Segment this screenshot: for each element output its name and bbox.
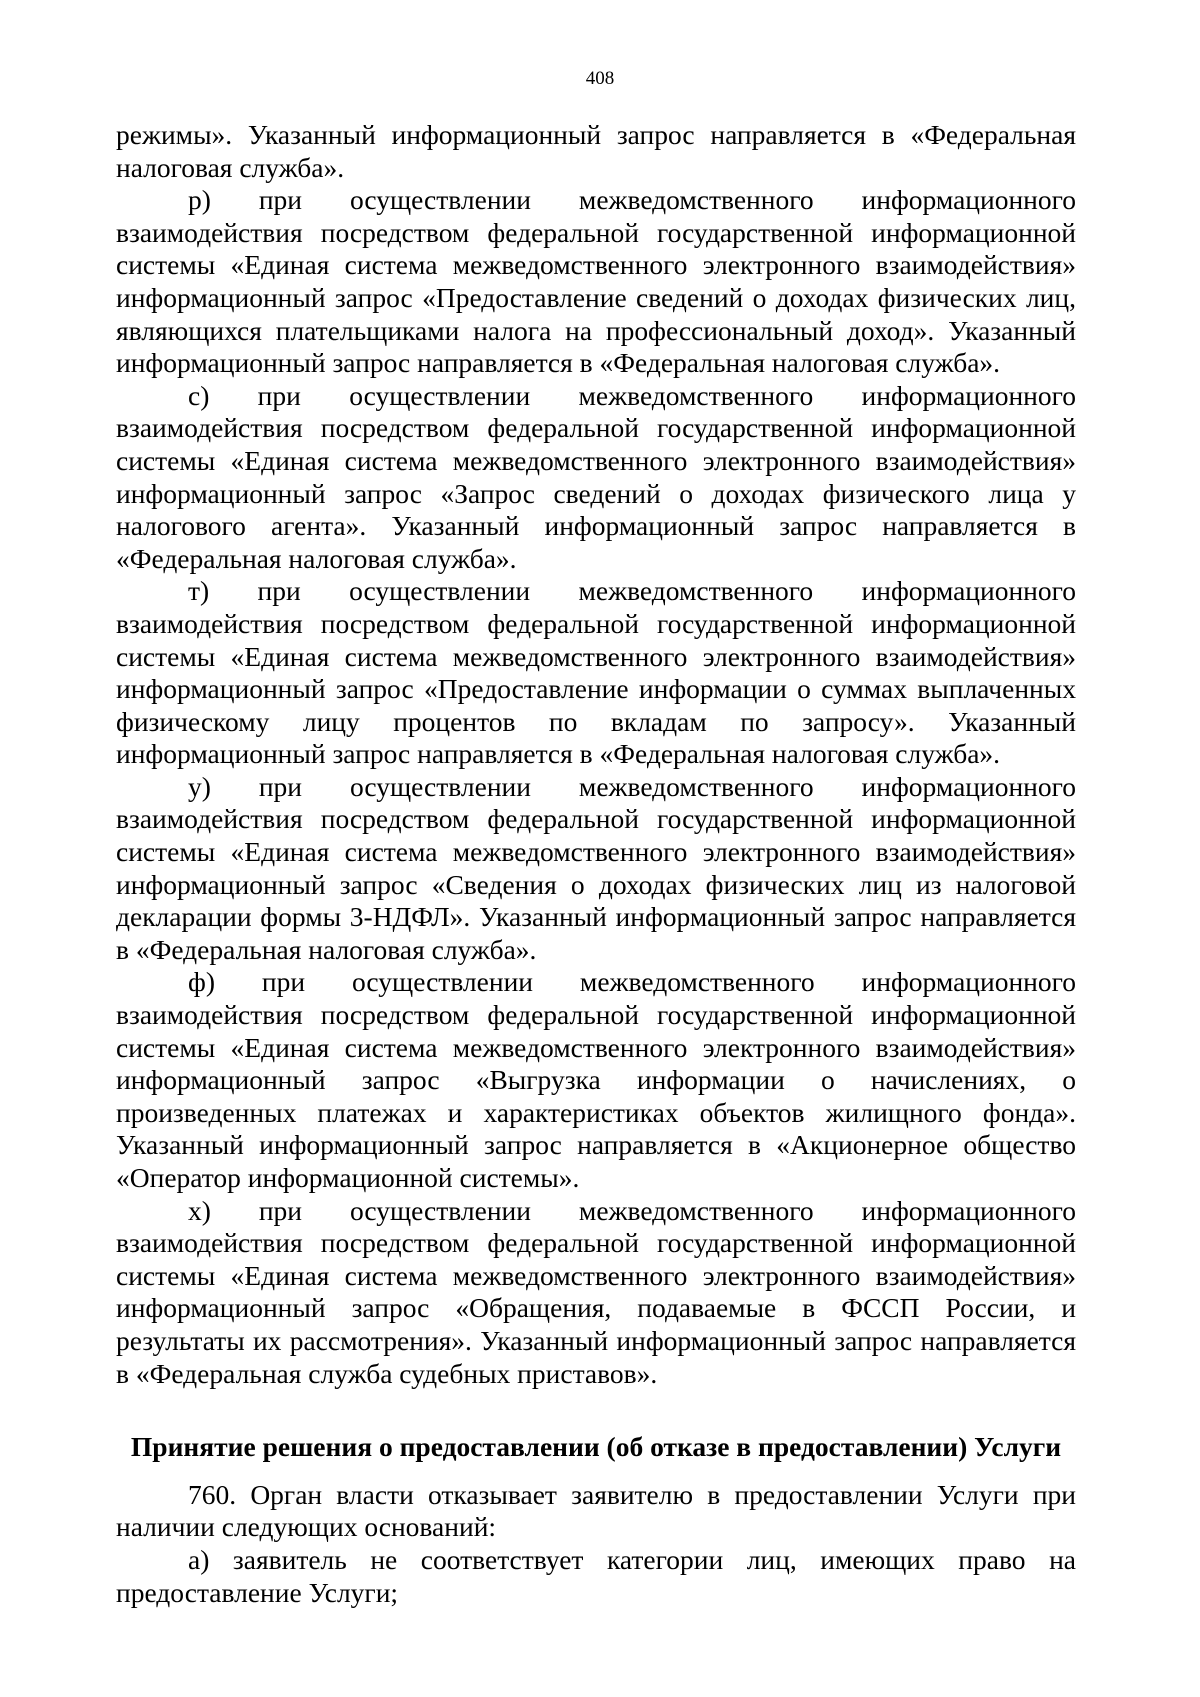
paragraph-continuation: режимы». Указанный информационный запрос направляется в «Федеральная налоговая служба». <box>116 119 1076 183</box>
section-heading: Принятие решения о предоставлении (об отказе в предоставлении) Услуги <box>130 1431 1062 1463</box>
paragraph-item-s: с) при осуществлении межведомственного информационного взаимодействия посредством федеральной государственной информационной системы «Единая система межведомственного электронного взаимодействия» информационный запрос «Запрос сведений о доходах физического лица у налогового агента». Указанный информационный запрос направляется в «Федеральная налоговая служба». <box>116 379 1076 574</box>
paragraph-item-kh: х) при осуществлении межведомственного информационного взаимодействия посредством федеральной государственной информационной системы «Единая система межведомственного электронного взаимодействия» информационный запрос «Обращения, подаваемые в ФССП России, и результаты их рассмотрения». Указанный информационный запрос направляется в «Федеральная служба судебных приставов». <box>116 1194 1076 1389</box>
paragraph-item-a: а) заявитель не соответствует категории лиц, имеющих право на предоставление Услуги; <box>116 1543 1076 1608</box>
page-number: 408 <box>585 68 615 89</box>
paragraph-760: 760. Орган власти отказывает заявителю в предоставлении Услуги при наличии следующих оснований: <box>116 1478 1076 1543</box>
paragraph-item-r: р) при осуществлении межведомственного информационного взаимодействия посредством федеральной государственной информационной системы «Единая система межведомственного электронного взаимодействия» информационный запрос «Предоставление сведений о доходах физических лиц, являющихся плательщиками налога на профессиональный доход». Указанный информационный запрос направляется в «Федеральная налоговая служба». <box>116 184 1076 379</box>
paragraph-item-f: ф) при осуществлении межведомственного информационного взаимодействия посредством федеральной государственной информационной системы «Единая система межведомственного электронного взаимодействия» информационный запрос «Выгрузка информации о начислениях, о произведенных платежах и характеристиках объектов жилищного фонда». Указанный информационный запрос направляется в «Акционерное общество «Оператор информационной системы». <box>116 966 1076 1193</box>
paragraph-item-u: у) при осуществлении межведомственного информационного взаимодействия посредством федеральной государственной информационной системы «Единая система межведомственного электронного взаимодействия» информационный запрос «Сведения о доходах физических лиц из налоговой декларации формы 3-НДФЛ». Указанный информационный запрос направляется в «Федеральная налоговая служба». <box>116 770 1076 965</box>
document-body <box>116 119 1076 1609</box>
paragraph-item-t: т) при осуществлении межведомственного информационного взаимодействия посредством федеральной государственной информационной системы «Единая система межведомственного электронного взаимодействия» информационный запрос «Предоставление информации о суммах выплаченных физическому лицу процентов по вкладам по запросу». Указанный информационный запрос направляется в «Федеральная налоговая служба». <box>116 575 1076 770</box>
